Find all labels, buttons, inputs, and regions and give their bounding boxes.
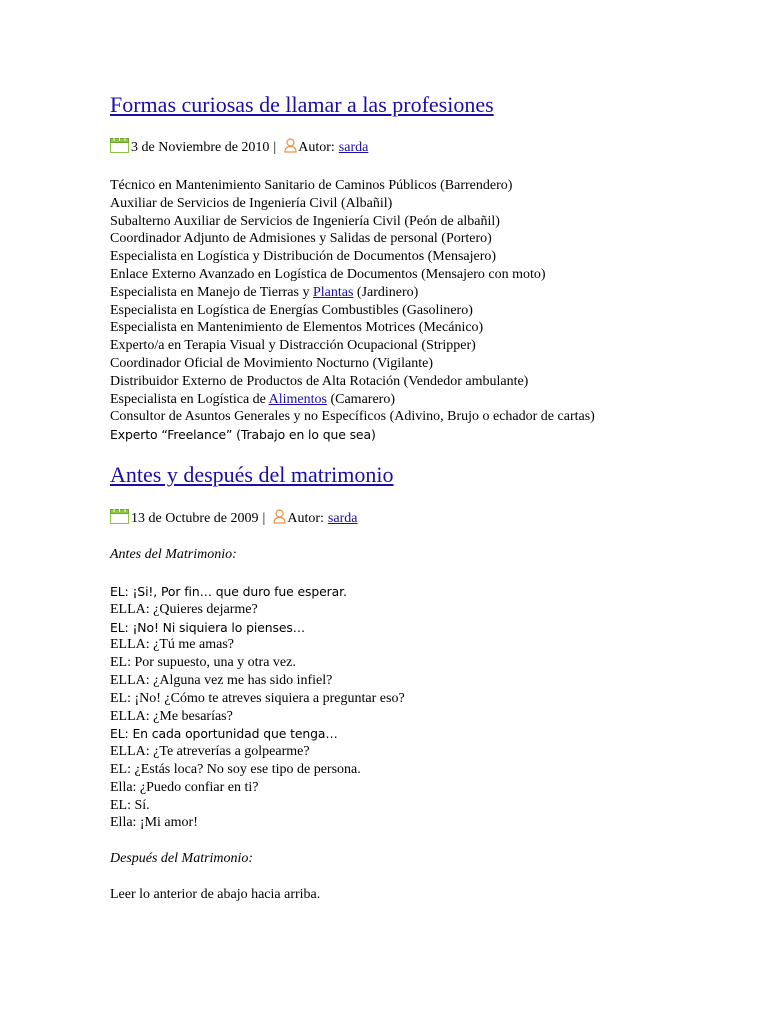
closing-text: Leer lo anterior de abajo hacia arriba. bbox=[110, 887, 321, 902]
list-item-text: Coordinador Adjunto de Admisiones y Salidas de personal (Portero) bbox=[110, 231, 492, 247]
meta-separator: | bbox=[262, 511, 266, 526]
inline-link[interactable]: Alimentos bbox=[268, 391, 327, 407]
dialogue-line: EL: ¡No! ¿Cómo te atreves siquiera a preguntar eso? bbox=[110, 690, 405, 706]
author-label: Autor: bbox=[298, 140, 335, 155]
list-item-text: Enlace Externo Avanzado en Logística de Documentos (Mensajero con moto) bbox=[110, 266, 546, 282]
list-item-text: Experto “Freelance” (Trabajo en lo que sea) bbox=[110, 427, 376, 443]
dialogue-line: EL: ¡Si!, Por fin… que duro fue esperar. bbox=[110, 584, 347, 599]
meta-separator: | bbox=[273, 140, 277, 155]
dialogue-line: ELLA: ¿Me besarías? bbox=[110, 708, 233, 724]
list-item bbox=[110, 213, 595, 231]
calendar-icon bbox=[110, 138, 129, 153]
list-item bbox=[110, 355, 595, 373]
dialogue-line: EL: ¡No! Ni siquiera lo pienses… bbox=[110, 619, 305, 635]
dialogue-line: EL: Por supuesto, una y otra vez. bbox=[110, 655, 296, 671]
dialogue-line: ELLA: ¿Te atreverías a golpearme? bbox=[110, 744, 310, 760]
list-item bbox=[110, 195, 595, 213]
list-item-text: Experto/a en Terapia Visual y Distracción Ocupacional (Stripper) bbox=[110, 338, 476, 354]
after-heading: Después del Matrimonio: bbox=[110, 851, 254, 866]
list-item bbox=[110, 302, 595, 320]
post-title bbox=[110, 92, 494, 118]
list-item bbox=[110, 266, 595, 284]
list-item-text: Especialista en Logística y Distribución de Documentos (Mensajero) bbox=[110, 249, 497, 265]
list-item-text: Especialista en Logística de Energías Combustibles (Gasolinero) bbox=[110, 302, 473, 318]
list-item-text: Coordinador Oficial de Movimiento Nocturno (Vigilante) bbox=[110, 355, 434, 371]
post-title-link[interactable]: Formas curiosas de llamar a las profesiones bbox=[110, 92, 494, 117]
list-item-text: Especialista en Manejo de Tierras y bbox=[110, 284, 313, 300]
list-item-text: Especialista en Logística de bbox=[110, 391, 269, 407]
post-date: 13 de Octubre de 2009 bbox=[131, 511, 259, 526]
dialogue bbox=[110, 583, 405, 832]
post-title-link[interactable]: Antes y después del matrimonio bbox=[110, 462, 394, 487]
author-link[interactable]: sarda bbox=[338, 140, 369, 155]
list-item-text: Auxiliar de Servicios de Ingeniería Civil (Albañil) bbox=[110, 195, 393, 211]
author-link[interactable]: sarda bbox=[327, 511, 358, 526]
dialogue-line: ELLA: ¿Alguna vez me has sido infiel? bbox=[110, 672, 333, 688]
list-item bbox=[110, 391, 595, 409]
before-heading: Antes del Matrimonio: bbox=[110, 547, 237, 562]
user-icon bbox=[273, 509, 286, 524]
author-label: Autor: bbox=[287, 511, 324, 526]
dialogue-line: ELLA: ¿Quieres dejarme? bbox=[110, 601, 258, 617]
list-item bbox=[110, 408, 595, 426]
list-item bbox=[110, 426, 595, 444]
user-icon bbox=[284, 138, 297, 153]
list-item-text: Distribuidor Externo de Productos de Alta Rotación (Vendedor ambulante) bbox=[110, 373, 529, 389]
list-item bbox=[110, 177, 595, 195]
list-item bbox=[110, 248, 595, 266]
list-item bbox=[110, 284, 595, 302]
post-meta bbox=[110, 510, 357, 528]
post-title bbox=[110, 462, 394, 488]
inline-link[interactable]: Plantas bbox=[312, 284, 354, 300]
dialogue-line: Ella: ¡Mi amor! bbox=[110, 815, 198, 831]
list-item-text: Técnico en Mantenimiento Sanitario de Caminos Públicos (Barrendero) bbox=[110, 178, 513, 193]
dialogue-line: Ella: ¿Puedo confiar en ti? bbox=[110, 779, 259, 795]
dialogue-line: EL: En cada oportunidad que tenga… bbox=[110, 726, 338, 742]
list-item bbox=[110, 230, 595, 248]
list-item bbox=[110, 373, 595, 391]
list-item-text: (Jardinero) bbox=[353, 284, 419, 300]
list-item bbox=[110, 337, 595, 355]
dialogue-line: EL: Sí. bbox=[110, 797, 150, 813]
list-item-text: Subalterno Auxiliar de Servicios de Ingeniería Civil (Peón de albañil) bbox=[110, 213, 500, 229]
post-meta bbox=[110, 139, 368, 157]
dialogue-line: EL: ¿Estás loca? No soy ese tipo de persona. bbox=[110, 761, 361, 777]
list-item bbox=[110, 319, 595, 337]
post-body bbox=[110, 177, 595, 444]
list-item-text: Consultor de Asuntos Generales y no Específicos (Adivino, Brujo o echador de cartas) bbox=[110, 409, 595, 425]
calendar-icon bbox=[110, 509, 129, 524]
dialogue-line: ELLA: ¿Tú me amas? bbox=[110, 637, 235, 653]
list-item-text: (Camarero) bbox=[326, 391, 395, 407]
post-date: 3 de Noviembre de 2010 bbox=[131, 140, 270, 155]
list-item-text: Especialista en Mantenimiento de Elementos Motrices (Mecánico) bbox=[110, 320, 484, 336]
